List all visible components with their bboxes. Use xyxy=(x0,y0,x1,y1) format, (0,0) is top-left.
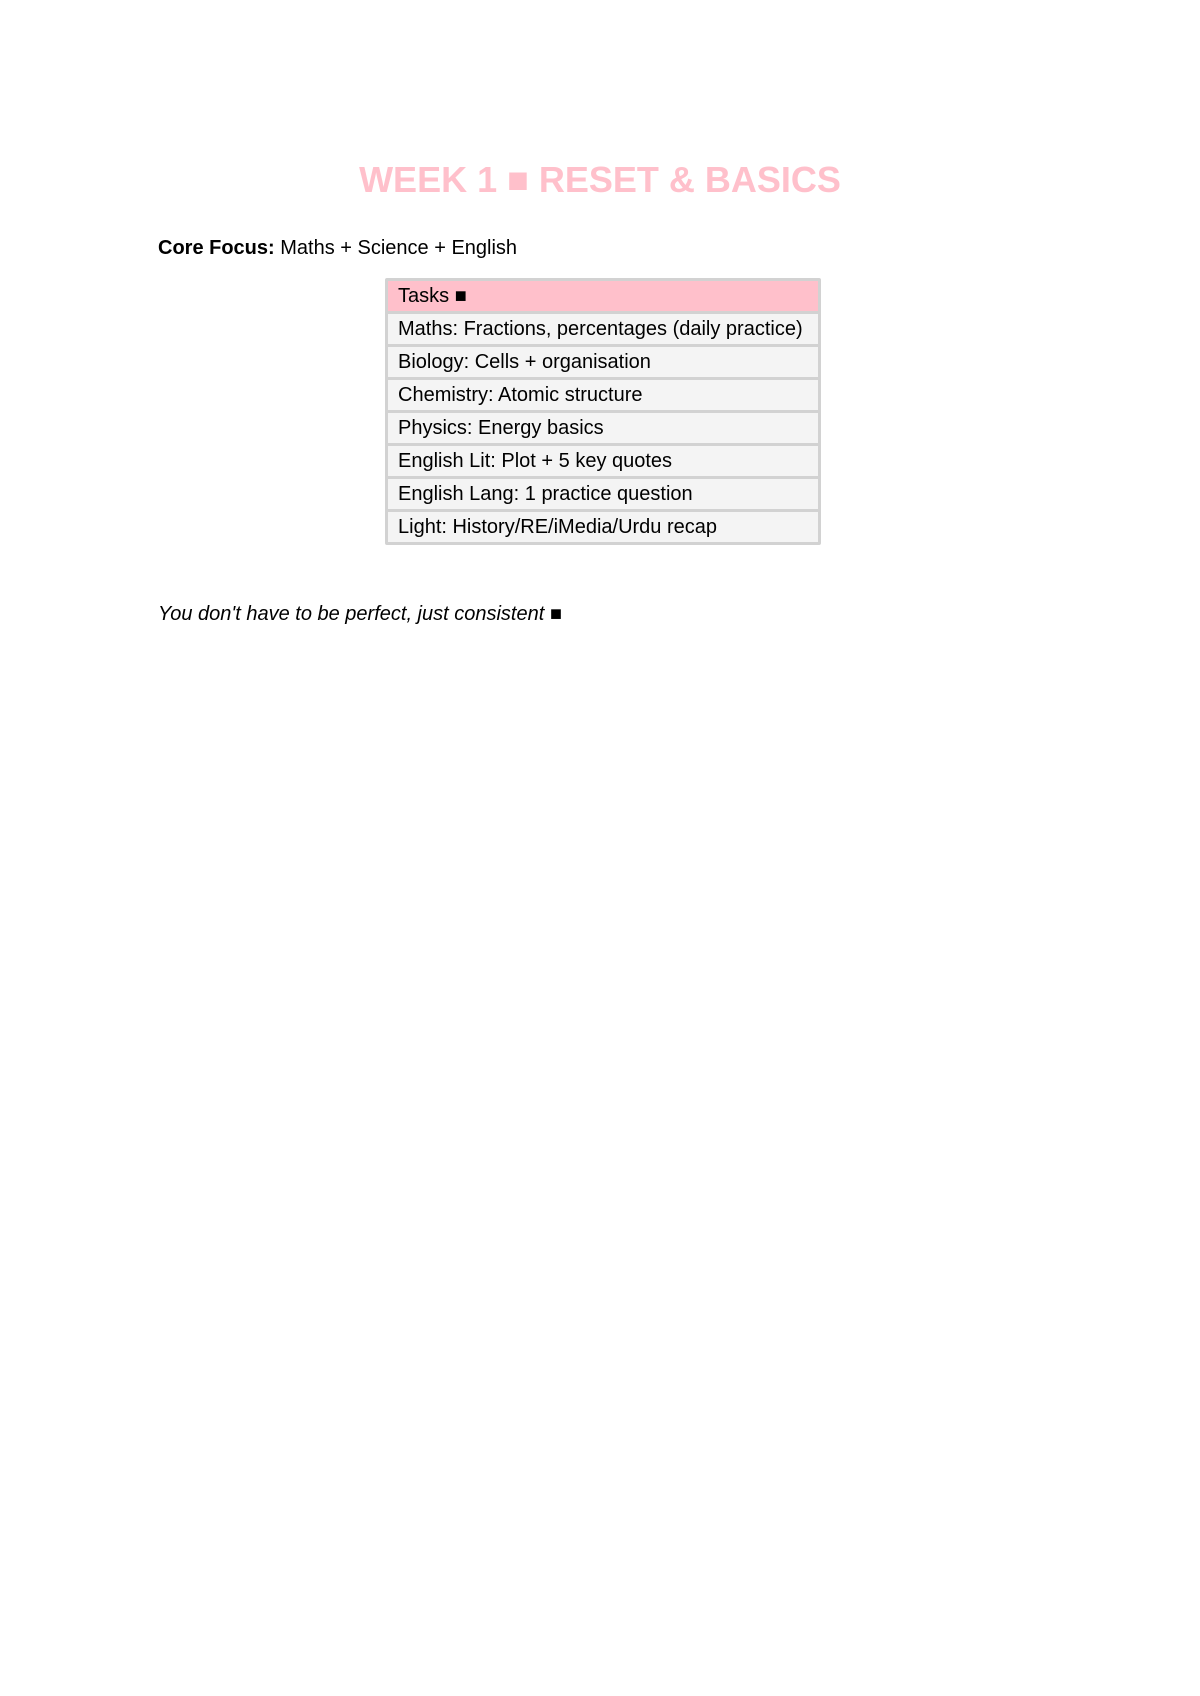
task-physics: Physics: Energy basics xyxy=(388,413,818,443)
tasks-table-header-row xyxy=(388,281,818,311)
tasks-table-header: Tasks ■ xyxy=(388,281,818,311)
table-row xyxy=(388,413,818,443)
motivational-quote: You don't have to be perfect, just consistent ■ xyxy=(158,603,562,625)
task-chemistry: Chemistry: Atomic structure xyxy=(388,380,818,410)
task-english-lang: English Lang: 1 practice question xyxy=(388,479,818,509)
task-maths: Maths: Fractions, percentages (daily practice) xyxy=(388,314,818,344)
tasks-table xyxy=(385,278,821,545)
page-title: WEEK 1 ■ RESET & BASICS xyxy=(359,159,841,200)
core-focus-label: Core Focus: xyxy=(158,237,275,259)
task-biology: Biology: Cells + organisation xyxy=(388,347,818,377)
table-row xyxy=(388,512,818,542)
task-english-lit: English Lit: Plot + 5 key quotes xyxy=(388,446,818,476)
table-row xyxy=(388,380,818,410)
core-focus-line xyxy=(158,236,517,260)
table-row xyxy=(388,314,818,344)
table-row xyxy=(388,479,818,509)
core-focus-value: Maths + Science + English xyxy=(280,237,518,259)
task-light-recap: Light: History/RE/iMedia/Urdu recap xyxy=(388,512,818,542)
table-row xyxy=(388,347,818,377)
table-row xyxy=(388,446,818,476)
